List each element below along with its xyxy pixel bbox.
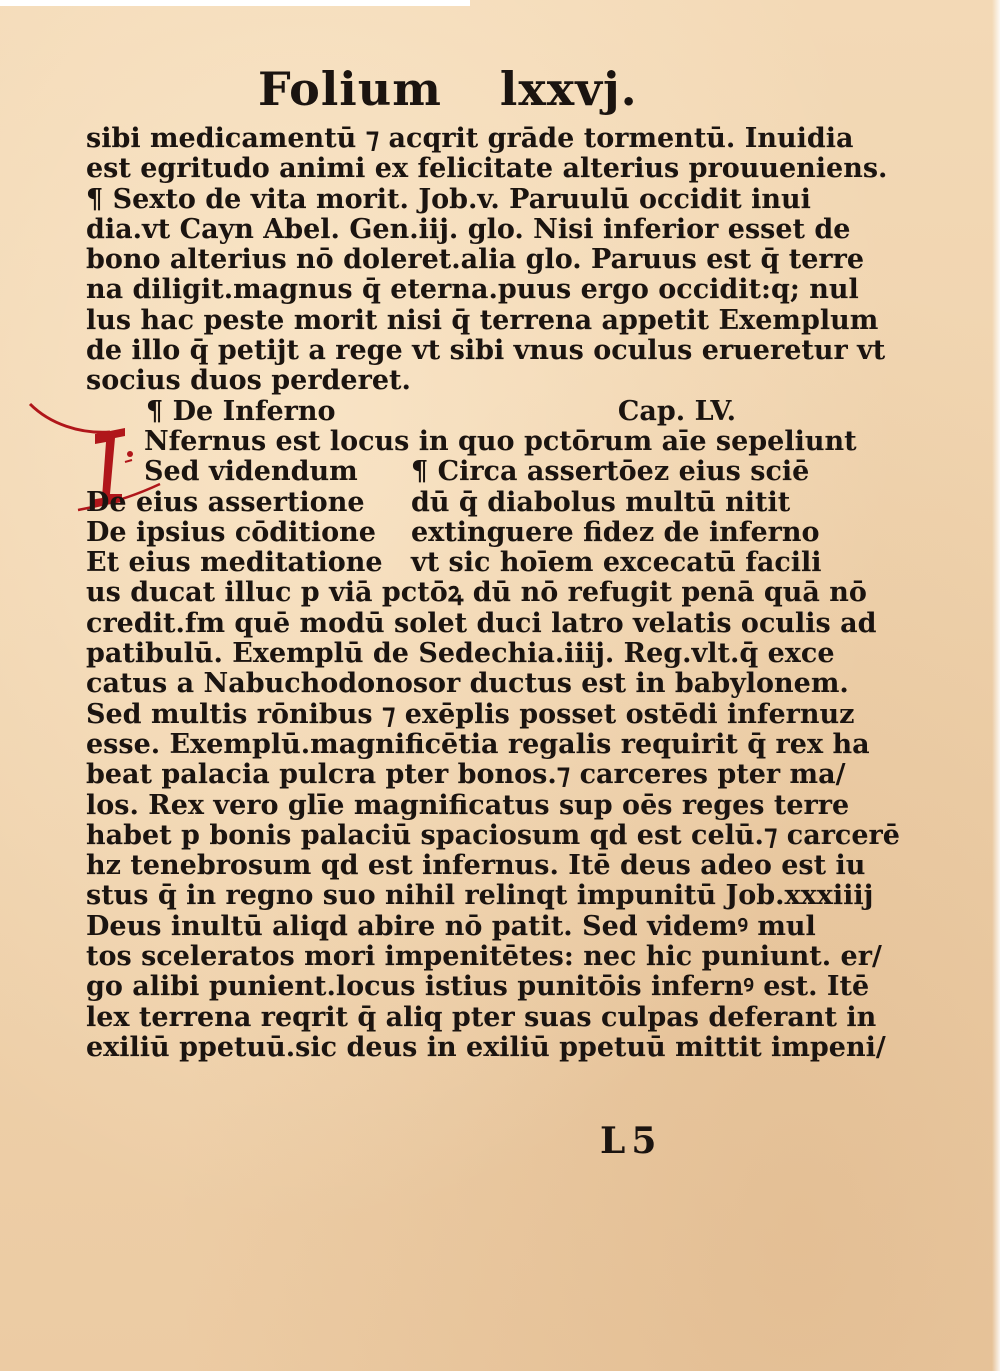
text-line: los. Rex vero glīe magnificatus sup oēs reges terre [86, 789, 850, 821]
outline-item: De ipsius cōditione [86, 516, 376, 548]
outline-item: Et eius meditatione [86, 547, 383, 579]
folio-number: lxxvj. [499, 62, 638, 116]
text-line: na diligit.magnus q̄ eterna.puus ergo occidit:q; nul [86, 274, 859, 306]
text-line: go alibi punient.locus istius punitōis infernꝰ est. Itē [86, 971, 870, 1003]
outline-item: De eius assertione [86, 486, 365, 518]
running-header [258, 62, 638, 116]
text-line: dia.vt Cayn Abel. Gen.iij. glo. Nisi inferior esset de [86, 213, 851, 245]
text-line: vt sic hoīem excecatū facili [411, 547, 822, 579]
text-line: credit.fm quē modū solet duci latro velatis oculis ad [86, 607, 877, 639]
main-text [86, 123, 900, 1063]
text-line: patibulū. Exemplū de Sedechia.iiij. Reg.vlt.q̄ exce [86, 638, 835, 670]
text-line: catus a Nabuchodonosor ductus est in babylonem. [86, 668, 849, 700]
text-line: ¶ Circa assertōez eius sciē [411, 456, 810, 488]
page-edge [992, 0, 1000, 1371]
assertion-column [411, 456, 822, 579]
two-column-section [86, 456, 822, 579]
chapter-first-line [86, 425, 857, 457]
chapter-opening-text: Nfernus est locus in quo pctōrum aīe sepeliunt [144, 425, 857, 457]
text-line: est egritudo animi ex felicitate alterius prouueniens. [86, 153, 888, 185]
text-line: exiliū ppetuū.sic deus in exiliū ppetuū mittit impeni/ [86, 1031, 886, 1063]
chapter-title: ¶ De Inferno [146, 395, 336, 427]
signature-mark: L5 [600, 1120, 663, 1162]
outline-column [86, 457, 411, 578]
text-line: Deus inultū aliqd abire nō patit. Sed videmꝰ mul [86, 910, 816, 942]
text-line: beat palacia pulcra pter bonos.⁊ carceres pter ma/ [86, 759, 846, 791]
text-line: bono alterius nō doleret.alia glo. Paruus est q̄ terre [86, 244, 865, 276]
text-line: esse. Exemplū.magnificētia regalis requirit q̄ rex ha [86, 728, 870, 760]
chapter-number: Cap. LV. [617, 395, 736, 427]
text-line: us ducat illuc p viā pctōꝝ dū nō refugit penā quā nō [86, 577, 867, 609]
text-line: lus hac peste morit nisi q̄ terrena appetit Exemplum [86, 304, 879, 336]
text-line: sibi medicamentū ⁊ acqrit grāde tormentū. Inuidia [86, 123, 854, 154]
scan-edge-strip [0, 0, 470, 6]
outline-item: Sed videndum [144, 456, 358, 488]
chapter-heading [86, 397, 766, 427]
text-line: dū q̄ diabolus multū nitit [411, 486, 791, 518]
text-line: extinguere fidez de inferno [411, 516, 820, 548]
header-title: Folium [258, 62, 442, 116]
text-line: lex terrena reqrit q̄ aliq pter suas culpas deferant in [86, 1001, 877, 1033]
text-line: hz tenebrosum qd est infernus. Itē deus adeo est iu [86, 850, 866, 882]
text-line: de illo q̄ petijt a rege vt sibi vnus oculus erueretur vt [86, 335, 886, 367]
text-line: stus q̄ in regno suo nihil relinqt impunitū Job.xxxiiij [86, 880, 874, 912]
text-line: habet p bonis palaciū spaciosum qd est celū.⁊ carcerē [86, 819, 900, 851]
text-line: socius duos perderet. [86, 365, 411, 397]
text-line: ¶ Sexto de vita morit. Job.v. Paruulū occidit inui [86, 183, 811, 215]
text-line: Sed multis rōnibus ⁊ exēplis posset ostēdi infernuz [86, 698, 855, 730]
text-line: tos sceleratos mori impenitētes: nec hic puniunt. er/ [86, 941, 882, 973]
